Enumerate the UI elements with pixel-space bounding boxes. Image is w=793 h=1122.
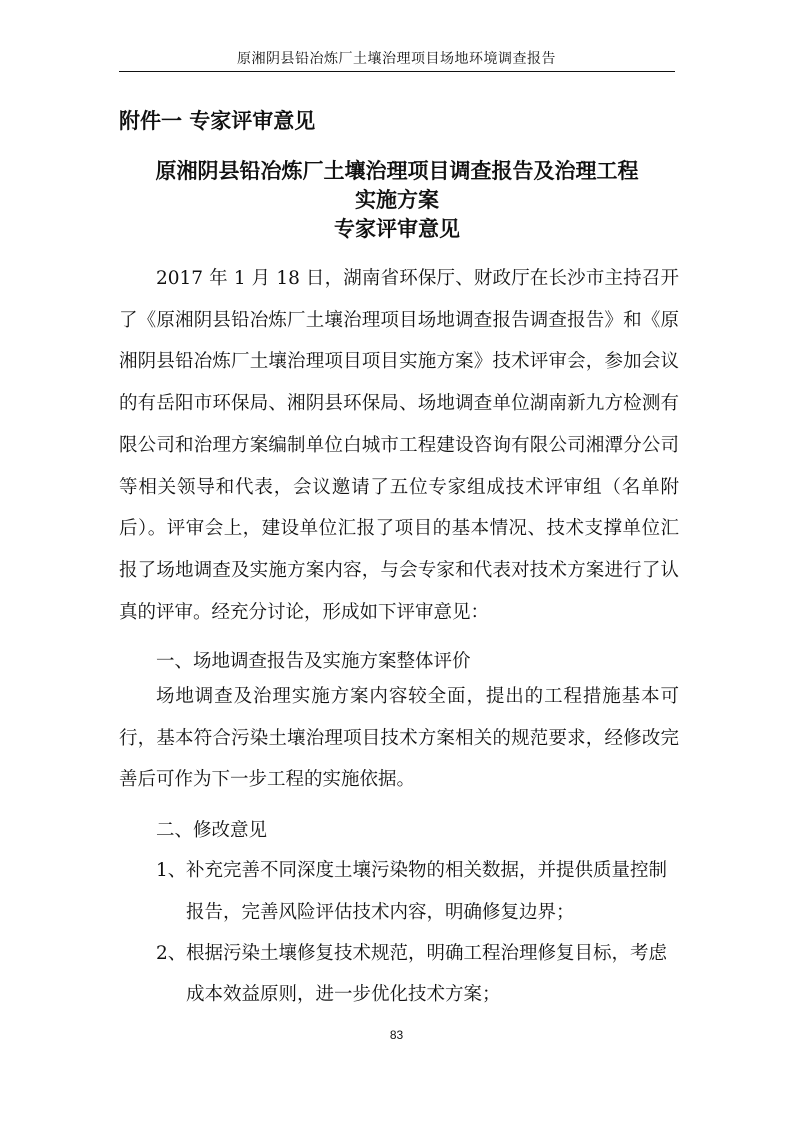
- section-1-body: 场地调查及治理实施方案内容较全面，提出的工程措施基本可行，基本符合污染土壤治理项目技术方案相关的规范要求，经修改完善后可作为下一步工程的实施依据。: [119, 686, 679, 791]
- list-item-text: 报告，完善风险评估技术内容，明确修复边界；: [186, 902, 575, 923]
- intro-paragraph: 2017 年 1 月 18 日，湖南省环保厅、财政厅在长沙市主持召开了《原湘阴县铅冶炼厂土壤治理项目场地调查报告调查报告》和《原湘阴县铅冶炼厂土壤治理项目项目实施方案》技术评审会，参加会议的有岳阳市环保局、湘阴县环保局、场地调查单位湖南新九方检测有限公司和治理方案编制单位白城市工程建设咨询有限公司湘潭分公司等相关领导和代表，会议邀请了五位专家组成技术评审组（名单附后）。评审会上，建设单位汇报了项目的基本情况、技术支撑单位汇报了场地调查及实施方案内容，与会专家和代表对技术方案进行了认真的评审。经充分讨论，形成如下评审意见：: [119, 268, 679, 623]
- list-item-text: 根据污染土壤修复技术规范，明确工程治理修复目标，考虑: [186, 943, 668, 964]
- running-header: 原湘阴县铅冶炼厂土壤治理项目场地环境调查报告: [237, 51, 556, 67]
- section-2-heading: 二、修改意见: [156, 820, 268, 841]
- section-1-heading: 一、场地调查报告及实施方案整体评价: [156, 651, 471, 672]
- header-rule: [119, 71, 675, 72]
- doc-title-line-2: 实施方案: [355, 188, 439, 212]
- doc-title-line-1: 原湘阴县铅冶炼厂土壤治理项目调查报告及治理工程: [155, 159, 639, 183]
- doc-title-line-3: 专家评审意见: [334, 217, 460, 241]
- list-item-number: 2、: [156, 943, 187, 964]
- list-item-text: 成本效益原则，进一步优化技术方案；: [186, 984, 501, 1005]
- page-number: 83: [389, 1028, 404, 1042]
- list-item-text: 补充完善不同深度土壤污染物的相关数据，并提供质量控制: [186, 860, 668, 881]
- section-title: 附件一 专家评审意见: [119, 109, 316, 133]
- list-item-number: 1、: [156, 860, 187, 881]
